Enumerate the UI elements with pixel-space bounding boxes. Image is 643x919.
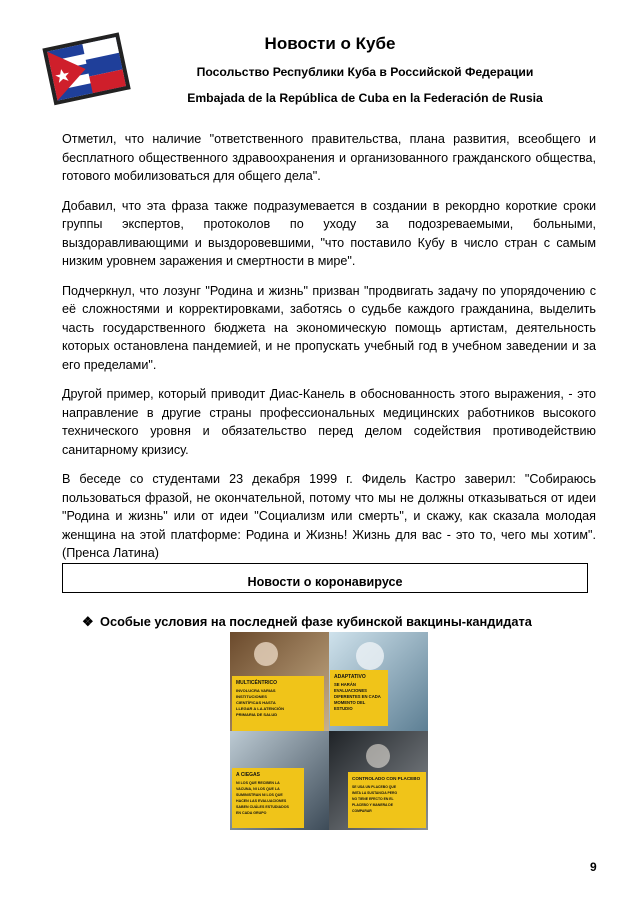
paragraph: Отметил, что наличие "ответственного правительства, плана развития, всеобщего и бесплатного общественного здравоохранения и организованного гражданского общества, готового мобилизоваться для общего дела". [62, 132, 596, 183]
info-box-text: EN CADA GRUPO [236, 811, 267, 815]
page-title: Новости о Кубе [264, 34, 396, 53]
info-box-text: VACUNA, NI LOS QUE LA [236, 787, 280, 791]
news-headline: Особые условия на последней фазе кубинской вакцины-кандидата [100, 614, 532, 629]
info-box-text: HACEN LAS EVALUACIONES [236, 799, 287, 803]
info-box-text: DIFERENTES EN CADA [334, 694, 381, 699]
info-box-text: NO TIENE EFECTO EN EL [352, 797, 394, 801]
info-box-heading: A CIEGAS [236, 772, 260, 778]
info-box-text: IMITA LA SUSTANCIA PERO [352, 791, 398, 795]
info-box-text: ESTUDIO [334, 706, 353, 711]
section-title: Новости о коронавирусе [247, 575, 403, 589]
info-box-text: INVOLUCRA VARIAS [236, 688, 276, 693]
info-box-text: SE HARÁN [334, 682, 356, 687]
article-body [62, 130, 596, 574]
info-box-text: NI LOS QUE RECIBEN LA [236, 781, 280, 785]
section-header-box [62, 563, 588, 593]
info-box-text: PLACEBO Y MANERA DE [352, 803, 394, 807]
info-box-text: CIENTÍFICAS HASTA [236, 700, 276, 705]
embassy-name-spanish: Embajada de la República de Cuba en la Federación de Rusia [187, 91, 543, 105]
info-box-text: SABEN CUÁLES ESTUDIADOS [236, 805, 289, 809]
info-box-text: MOMENTO DEL [334, 700, 366, 705]
paragraph: Подчеркнул, что лозунг "Родина и жизнь" призван "продвигать задачу по упорядочению с её сложностями и корректировками, заботясь о судьбе каждого гражданина, выделить часть государственного бюджета на экономическую помощь артистам, деятельность которых остановлена пандемией, и не пропускать учебный год в учебном заведении и за его пределами". [62, 283, 596, 372]
info-box-text: PRIMARIA DE SALUD [236, 712, 278, 717]
info-box-text: INSTITUCIONES [236, 694, 267, 699]
info-box-text: EVALUACIONES [334, 688, 367, 693]
info-box-text: COMPARAR [352, 809, 372, 813]
page-number: 9 [590, 860, 597, 874]
info-box-heading: ADAPTATIVO [334, 674, 366, 680]
paragraph: Другой пример, который приводит Диас-Канель в обоснованность этого выражения, - это направление в другие страны профессиональных медицинских работников высокого технического уровня и обязательство перед делом содействия противодействию санитарному кризису. [62, 387, 596, 457]
info-box-heading: CONTROLADO CON PLACEBO [352, 776, 421, 781]
info-box-text: SE USA UN PLACEBO QUE [352, 785, 397, 789]
embassy-flags-logo [38, 26, 134, 116]
embassy-name-russian: Посольство Республики Куба в Российской Федерации [196, 65, 534, 79]
vaccine-collage-image [230, 632, 428, 830]
news-bullet [82, 614, 532, 630]
info-box-heading: MULTICÉNTRICO [236, 680, 278, 686]
paragraph: Добавил, что эта фраза также подразумевается в создании в рекордно короткие сроки группы экспертов, протоколов по уходу за подозреваемыми, больными, выздоравливающими и выздоровевшими, "что поставило Кубу в число стран с самым низким уровнем заражения и смертности в мире". [62, 198, 596, 268]
paragraph: В беседе со студентами 23 декабря 1999 г. Фидель Кастро заверил: "Собираюсь пользоваться фразой, не окончательной, потому что мы не должны отказываться от идеи "Родина и жизнь" или от идеи "Социализм или смерть", и скажу, как сказала молодая женщина на этой платформе: Родина и Жизнь! Жизнь для вас - это то, чего мы хотим". (Пренса Латина) [62, 472, 596, 560]
info-box-text: SUMINISTRAN NI LOS QUE [236, 793, 283, 797]
diamond-bullet-icon: ❖ [82, 614, 94, 629]
info-box-text: LLEGAR A LA ATENCIÓN [236, 706, 284, 711]
